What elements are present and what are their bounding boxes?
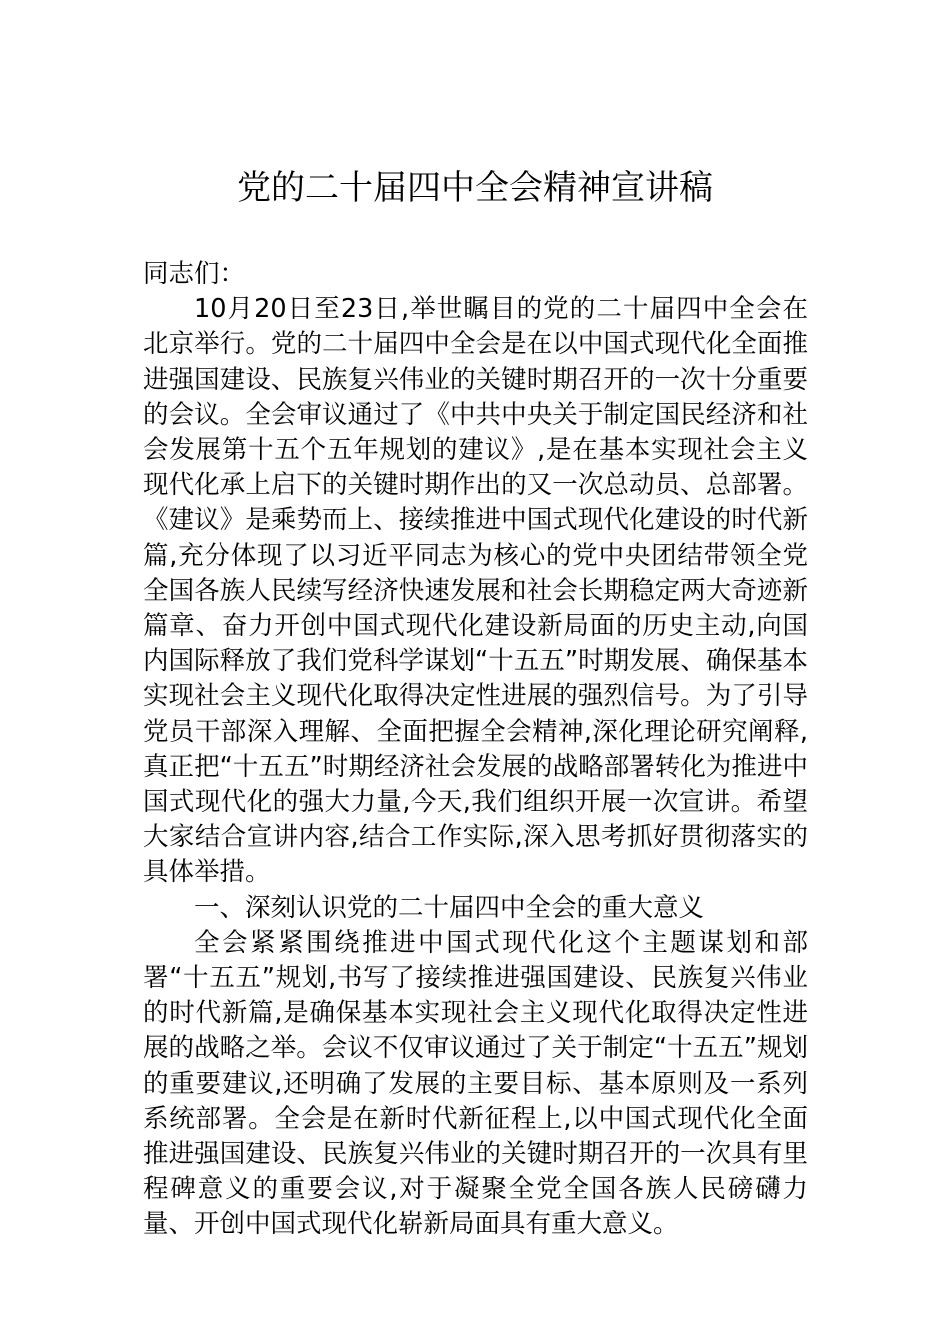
intro-paragraph: 10月20日至23日,举世瞩目的党的二十届四中全会在北京举行。党的二十届四中全会是在以中国式现代化全面推进强国建设、民族复兴伟业的关键时期召开的一次十分重要的会议。全会审议通过了《中共中央关于制定国民经济和社会发展第十五个五年规划的建议》,是在基本实现社会主义现代化承上启下的关键时期作出的又一次总动员、总部署。《建议》是乘势而上、接续推进中国式现代化建设的时代新篇,充分体现了以习近平同志为核心的党中央团结带领全党全国各族人民续写经济快速发展和社会长期稳定两大奇迹新篇章、奋力开创中国式现代化建设新局面的历史主动,向国内国际释放了我们党科学谋划“十五五”时期发展、确保基本实现社会主义现代化取得决定性进展的强烈信号。为了引导党员干部深入理解、全面把握全会精神,深化理论研究阐释,真正把“十五五”时期经济社会发展的战略部署转化为推进中国式现代化的强大力量,今天,我们组织开展一次宣讲。希望大家结合宣讲内容,结合工作实际,深入思考抓好贯彻落实的具体举措。 — [143, 294, 808, 888]
section-paragraph: 全会紧紧围绕推进中国式现代化这个主题谋划和部署“十五五”规划,书写了接续推进强国建设、民族复兴伟业的时代新篇,是确保基本实现社会主义现代化取得决定性进展的战略之举。会议不仅审议通过了关于制定“十五五”规划的重要建议,还明确了发展的主要目标、基本原则及一系列系统部署。全会是在新时代新征程上,以中国式现代化全面推进强国建设、民族复兴伟业的关键时期召开的一次具有里程碑意义的重要会议,对于凝聚全党全国各族人民磅礴力量、开创中国式现代化崭新局面具有重大意义。 — [143, 927, 808, 1240]
document-body — [143, 257, 808, 1243]
salutation: 同志们： — [143, 259, 246, 289]
section-heading: 一、深刻认识党的二十届四中全会的重大意义 — [194, 892, 705, 923]
document-title: 党的二十届四中全会精神宣讲稿 — [237, 168, 713, 208]
